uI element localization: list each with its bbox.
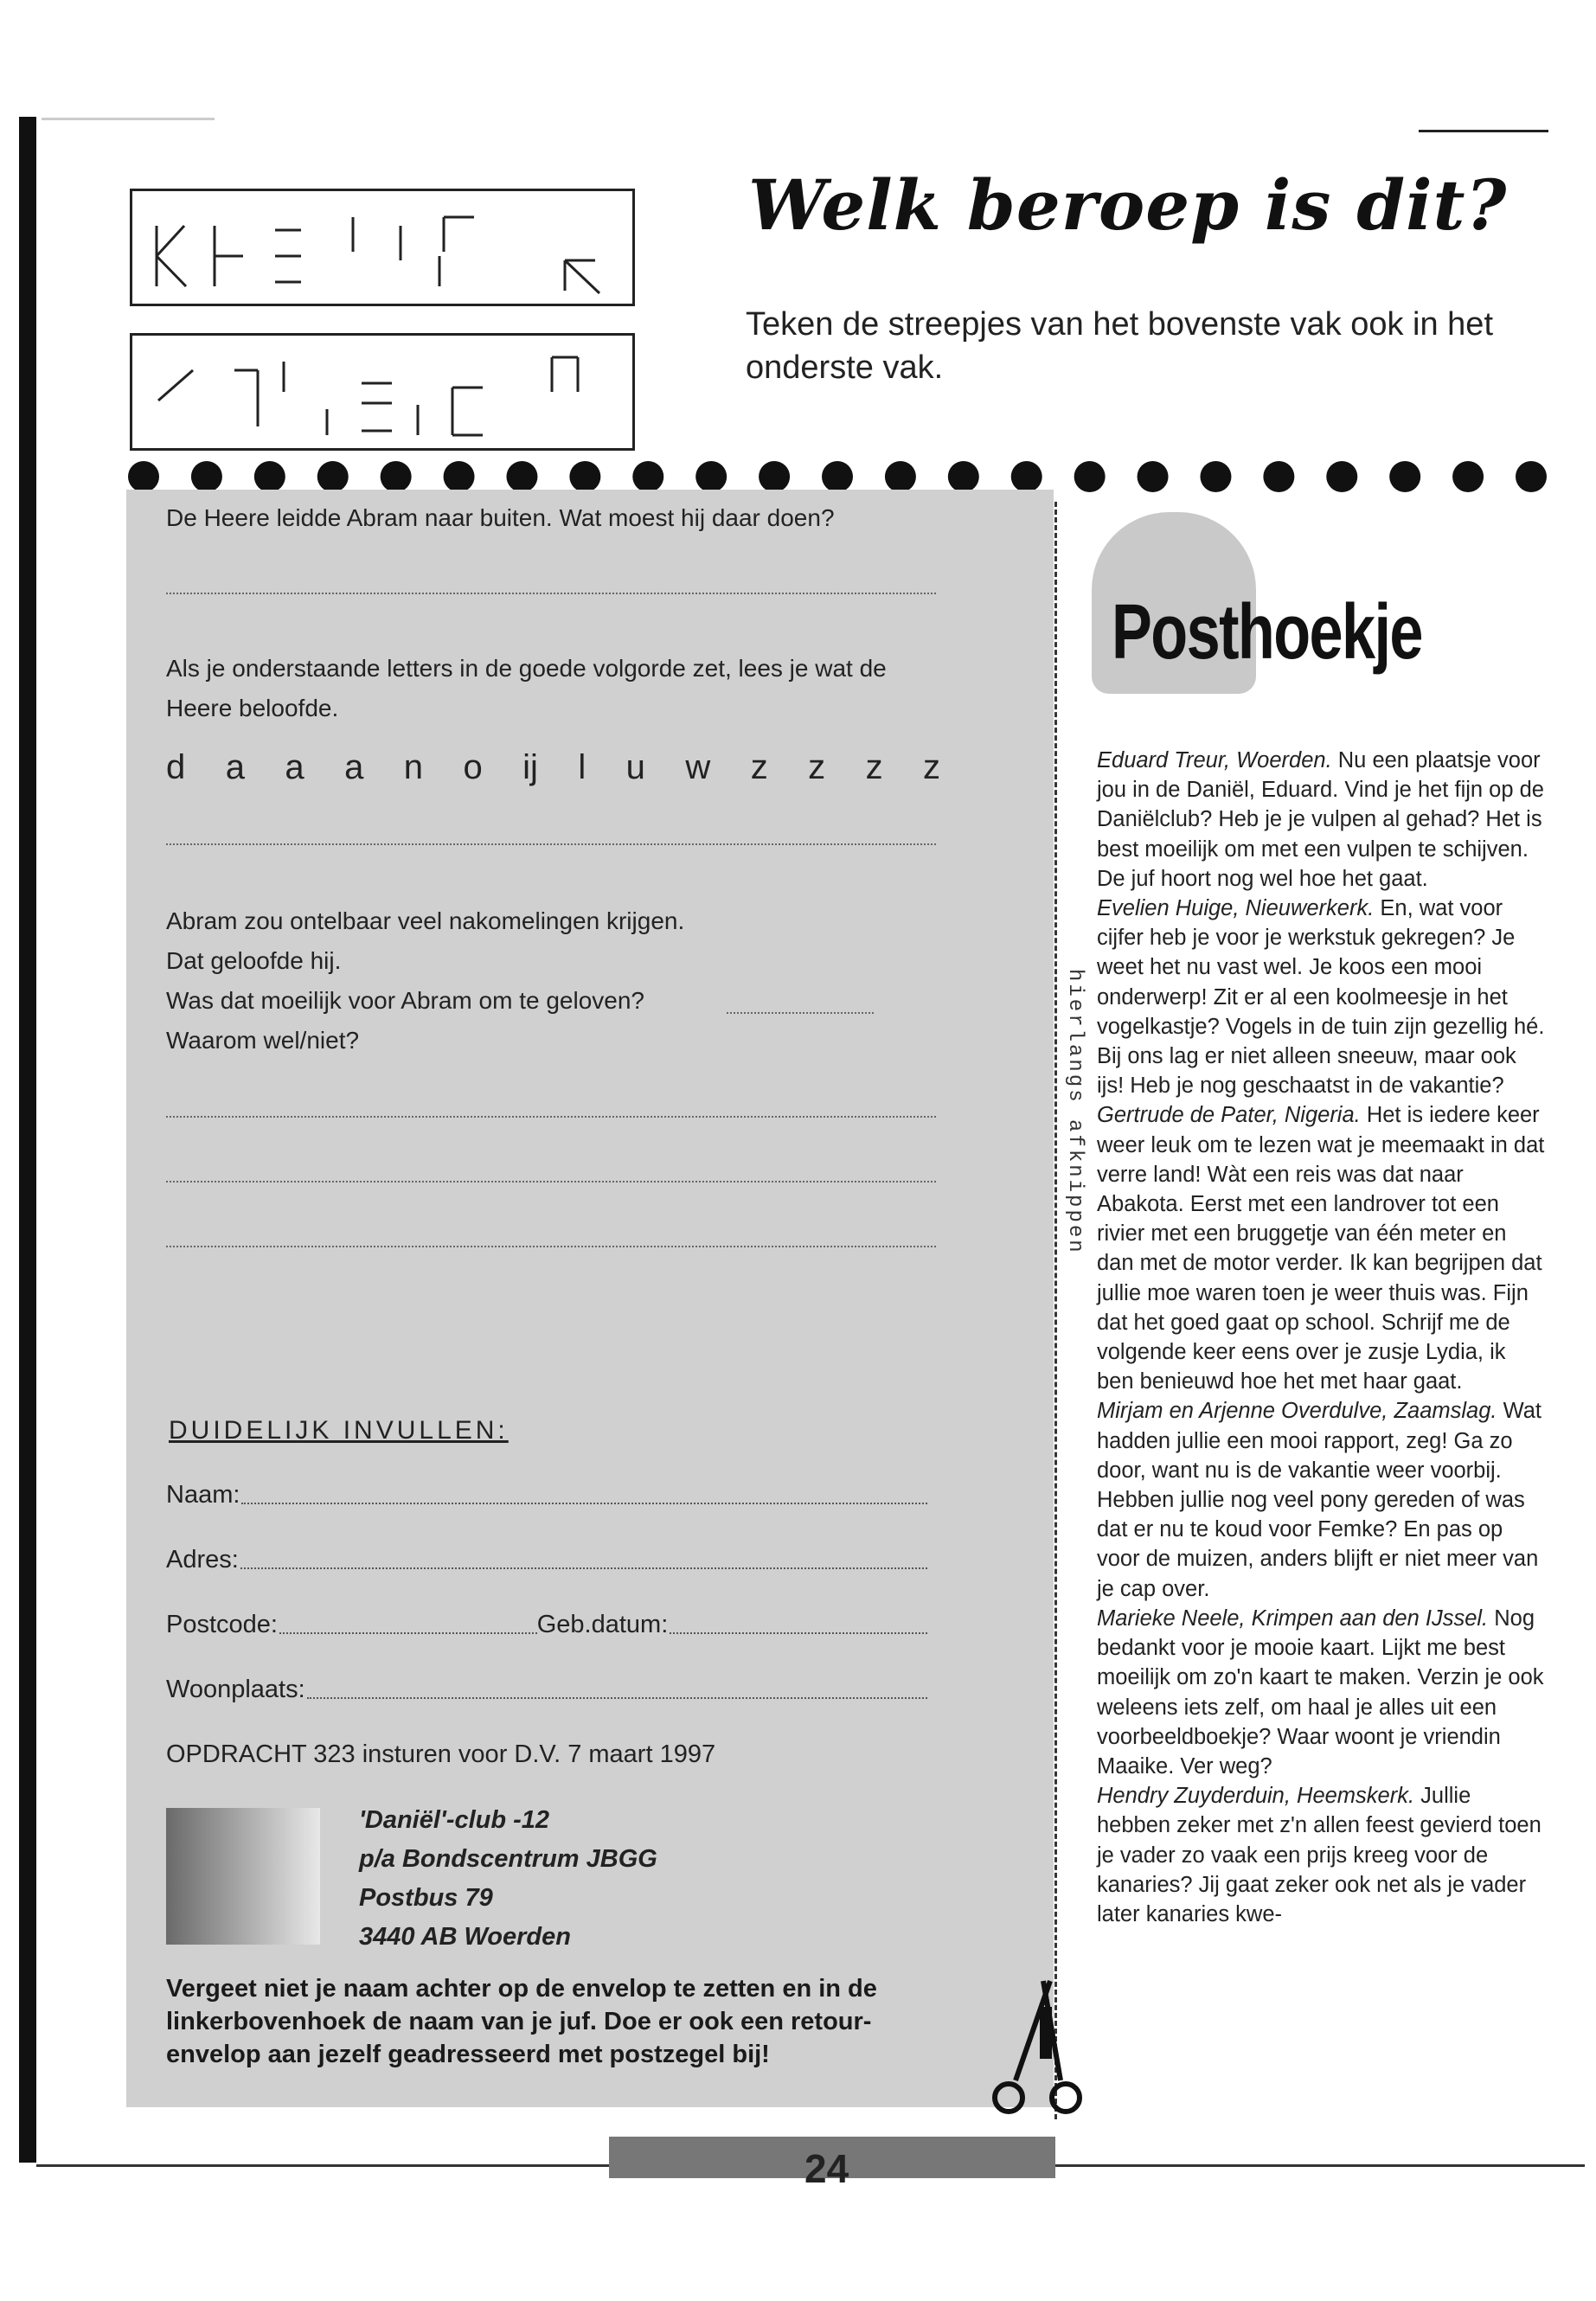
divider-dot bbox=[381, 461, 412, 492]
assignment-deadline: OPDRACHT 323 insturen voor D.V. 7 maart 1997 bbox=[166, 1740, 716, 1768]
divider-dot bbox=[1263, 461, 1294, 492]
address-line-3: Postbus 79 bbox=[359, 1884, 493, 1912]
cut-line bbox=[1054, 502, 1057, 2119]
answer-line-3-short[interactable] bbox=[727, 1012, 874, 1014]
question-3 bbox=[166, 901, 684, 1061]
answer-line-3a[interactable] bbox=[166, 1116, 936, 1118]
left-edge-bar bbox=[19, 117, 36, 2163]
question-1: De Heere leidde Abram naar buiten. Wat moest hij daar doen? bbox=[166, 504, 835, 531]
divider-dot bbox=[759, 461, 790, 492]
divider-dot bbox=[948, 461, 979, 492]
divider-dot bbox=[1452, 461, 1484, 492]
puzzle-title: Welk beroep is dit? bbox=[748, 164, 1508, 246]
divider-dot bbox=[822, 461, 853, 492]
letter: u bbox=[625, 748, 645, 786]
letter-entry: Hendry Zuyderduin, Heemskerk. Jullie hebben zeker met z'n allen feest gevierd toen je vader zo vaak een prijs kreeg voor de kanaries? Jij gaat zeker ook net als je vader later kanaries kwe- bbox=[1097, 1784, 1542, 1926]
address-line-2: p/a Bondscentrum JBGG bbox=[359, 1845, 657, 1873]
postcode-field[interactable] bbox=[166, 1611, 927, 1639]
address-field[interactable] bbox=[166, 1546, 927, 1574]
letter-entry: Gertrude de Pater, Nigeria. Het is iedere keer weer leuk om te lezen wat je meemaakt in dat verre land! Wàt een reis was dat naar Abakota. Eerst met een landrover tot een rivier met een bruggetje van één meter en dan met de motor verder. Ik kan begrijpen dat jullie moe waren toen je weer thuis was. Fijn dat het goed gaat op school. Schrijf me de volgende keer eens over je zusje Lydia, ik ben benieuwd hoe het met haar gaat. bbox=[1097, 1103, 1545, 1394]
name-label: Naam: bbox=[166, 1481, 240, 1509]
letter: a bbox=[225, 748, 245, 786]
divider-dot bbox=[1074, 461, 1106, 492]
letter-entry: Mirjam en Arjenne Overdulve, Zaamslag. Wat hadden jullie een mooi rapport, zeg! Ga zo door, want nu is de vakantie weer voorbij. Hebben jullie nog veel pony gereden of was dat er nu te koud voor Femke? En pas op voor de muizen, anders blijft er niet meer van je cap over. bbox=[1097, 1399, 1542, 1601]
letter: o bbox=[463, 748, 483, 786]
letter: ij bbox=[522, 748, 538, 786]
envelope-note: Vergeet niet je naam achter op de envelop te zetten en in de linkerbovenhoek de naam van je juf. Doe er ook een retour-envelop aan jezelf geadresseerd met postzegel bij! bbox=[166, 1975, 877, 2068]
post-title: Posthoekje bbox=[1112, 589, 1422, 676]
stroke-pattern-bottom bbox=[132, 336, 632, 448]
post-letters bbox=[1097, 746, 1547, 1929]
letter: n bbox=[403, 748, 423, 786]
birthdate-label: Geb.datum: bbox=[536, 1611, 669, 1638]
divider-dot bbox=[1011, 461, 1042, 492]
answer-line-3b[interactable] bbox=[166, 1181, 936, 1183]
letter: w bbox=[685, 748, 711, 786]
scrambled-letters bbox=[166, 748, 940, 787]
scissors-icon bbox=[983, 1972, 1086, 2119]
form-heading: DUIDELIJK INVULLEN: bbox=[169, 1416, 509, 1445]
question-3-line-1: Abram zou ontelbaar veel nakomelingen krijgen. bbox=[166, 907, 685, 934]
divider-dot bbox=[695, 461, 727, 492]
divider-dot bbox=[632, 461, 663, 492]
puzzle-box-bottom bbox=[130, 333, 635, 451]
top-rule-left bbox=[42, 118, 215, 120]
cut-label: hierlangs afknippen bbox=[1063, 969, 1086, 1255]
divider-dot bbox=[1516, 461, 1547, 492]
divider-dot bbox=[254, 461, 285, 492]
letter: z bbox=[923, 748, 940, 786]
question-2: Als je onderstaande letters in de goede volgorde zet, lees je wat de Heere beloofde. bbox=[166, 655, 887, 721]
letter: d bbox=[166, 748, 186, 786]
letter: z bbox=[750, 748, 768, 786]
letter: l bbox=[578, 748, 586, 786]
divider-dot bbox=[444, 461, 475, 492]
puzzle-box-top bbox=[130, 189, 635, 306]
top-rule-right bbox=[1419, 130, 1548, 132]
divider-dot bbox=[1389, 461, 1420, 492]
letter: z bbox=[865, 748, 883, 786]
name-field[interactable] bbox=[166, 1481, 927, 1509]
divider-dot bbox=[317, 461, 349, 492]
divider-dot bbox=[191, 461, 222, 492]
question-3-line-4: Waarom wel/niet? bbox=[166, 1027, 360, 1054]
puzzle-instruction: Teken de streepjes van het bovenste vak ook in het onderste vak. bbox=[746, 306, 1493, 386]
address-line-1: 'Daniël'-club -12 bbox=[359, 1806, 550, 1834]
residence-label: Woonplaats: bbox=[166, 1676, 305, 1703]
address-graphic bbox=[166, 1808, 320, 1945]
answer-line-3c[interactable] bbox=[166, 1246, 936, 1247]
divider-dot bbox=[569, 461, 600, 492]
divider-dot bbox=[128, 461, 159, 492]
answer-line-2[interactable] bbox=[166, 843, 936, 845]
address-line-4: 3440 AB Woerden bbox=[359, 1923, 571, 1951]
letter-entry: Eduard Treur, Woerden. Nu een plaatsje voor jou in de Daniël, Eduard. Vind je het fijn op de Daniëlclub? Heb je je vulpen al gehad? Het is best moeilijk om met een vulpen te schijven. De juf hoort nog wel hoe het gaat. bbox=[1097, 748, 1544, 891]
divider-dot bbox=[1138, 461, 1169, 492]
answer-line-1[interactable] bbox=[166, 593, 936, 594]
letter-entry: Evelien Huige, Nieuwerkerk. En, wat voor cijfer heb je voor je werkstuk gekregen? Je weet het nu vast wel. Je koos een mooi onderwerp! Zit er al een koolmeesje in het vogelkastje? Vogels in de tuin zijn gezellig hé. Bij ons lag er niet alleen sneeuw, maar ook ijs! Heb je nog geschaatst in de vakantie? bbox=[1097, 896, 1545, 1099]
letter: z bbox=[808, 748, 826, 786]
mailing-address bbox=[359, 1801, 657, 1957]
divider-dot bbox=[506, 461, 537, 492]
address-label: Adres: bbox=[166, 1546, 239, 1574]
stroke-pattern-top bbox=[132, 191, 632, 304]
postcode-label: Postcode: bbox=[166, 1611, 278, 1638]
page-number: 24 bbox=[804, 2146, 849, 2191]
letter: a bbox=[285, 748, 304, 786]
divider-dot bbox=[885, 461, 916, 492]
divider-dot bbox=[1200, 461, 1231, 492]
letter: a bbox=[344, 748, 364, 786]
question-3-line-3: Was dat moeilijk voor Abram om te geloven? bbox=[166, 987, 644, 1014]
question-3-line-2: Dat geloofde hij. bbox=[166, 947, 342, 974]
divider-dot bbox=[1326, 461, 1357, 492]
letter-entry: Marieke Neele, Krimpen aan den IJssel. Nog bedankt voor je mooie kaart. Lijkt me best moeilijk om zo'n kaart te maken. Verzin je ook weleens iets zelf, om haal je alles uit een voorbeeldboekje? Waar woont je vriendin Maaike. Ver weg? bbox=[1097, 1606, 1544, 1779]
residence-field[interactable] bbox=[166, 1676, 927, 1704]
